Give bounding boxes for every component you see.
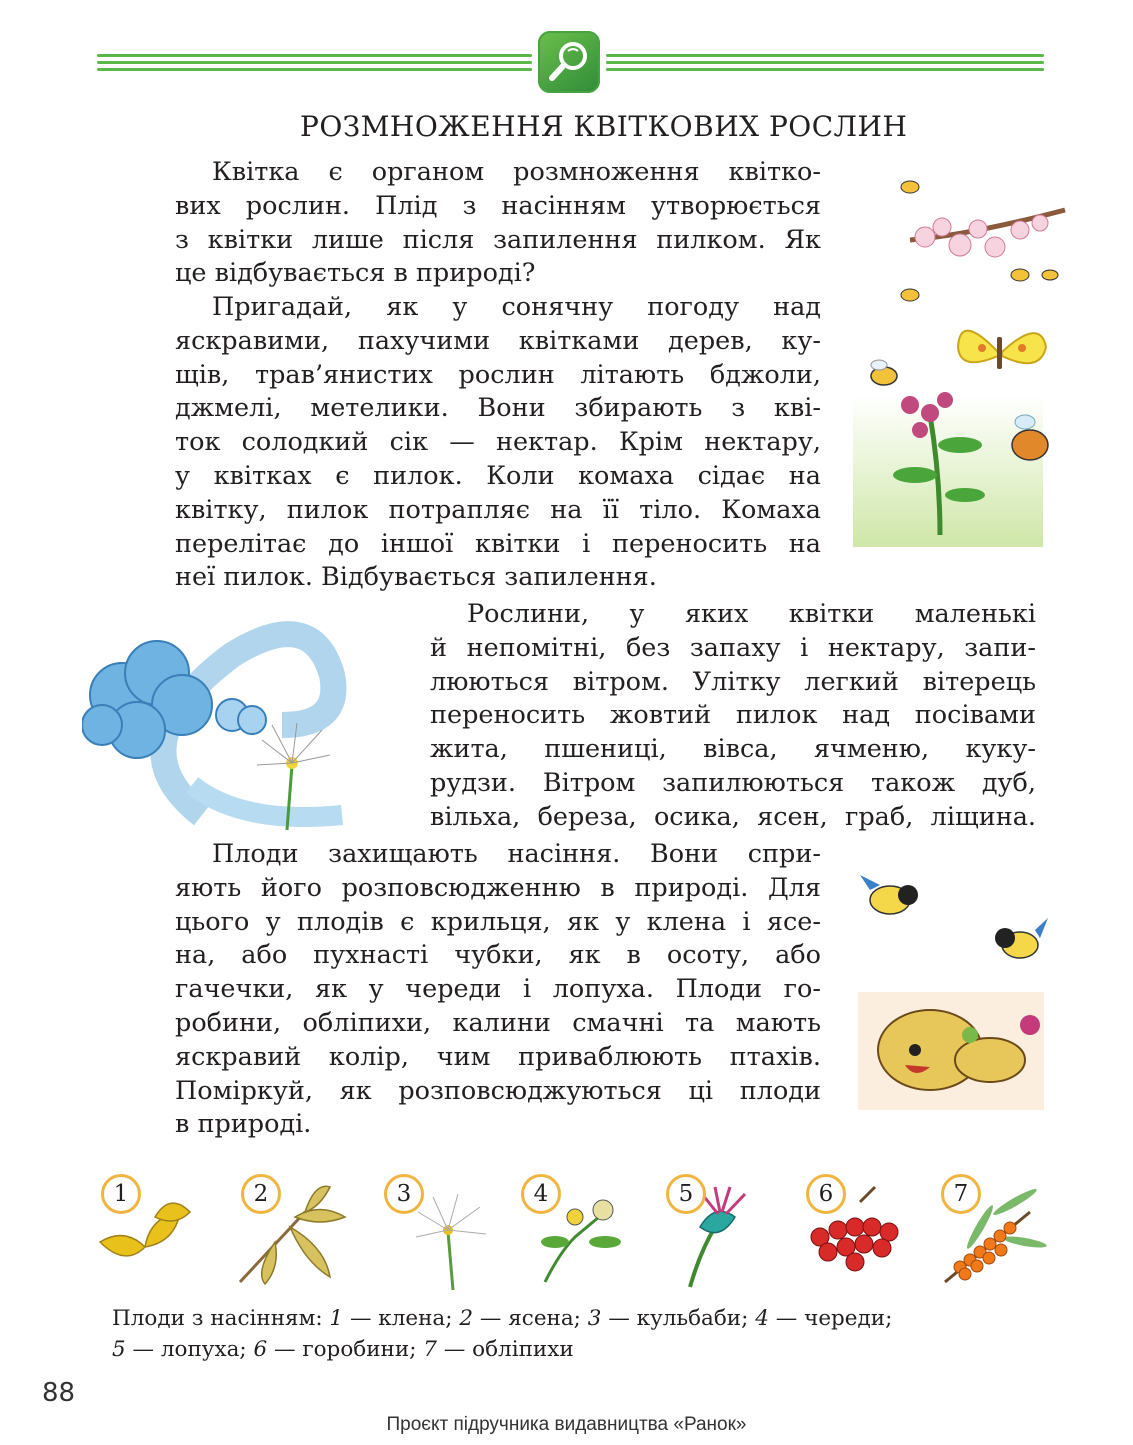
paragraph-line: перелітає до іншої квітки і переносить на	[175, 528, 821, 559]
paragraph-2	[175, 291, 821, 595]
paragraph-line: Пригадай, як у сонячну погоду над	[212, 292, 821, 322]
fruit-ash	[235, 1172, 345, 1292]
paragraph-line: Поміркуй, як розповсюджуються ці плоди	[175, 1075, 821, 1106]
section-badge	[538, 31, 600, 93]
paragraph-line: в природі.	[175, 1109, 312, 1140]
paragraph-1	[175, 156, 821, 291]
caption-prefix: Плоди з насінням:	[112, 1306, 323, 1331]
paragraph-line: джмелі, метелики. Вони збирають з кві-	[175, 393, 821, 424]
paragraph-line: неї пилок. Відбувається запилення.	[175, 562, 657, 593]
header-band-right	[606, 50, 1044, 76]
caption-number: 7	[423, 1337, 437, 1362]
paragraph-line: люються вітром. Улітку легкий вітерець	[430, 666, 1036, 697]
paragraph-line: яскравий колір, чим приваблюють птахів.	[175, 1041, 821, 1072]
paragraph-line: гачечки, як у череди і лопуха. Плоди го-	[175, 974, 821, 1005]
dog-icon	[870, 995, 1040, 1105]
butterfly-icon	[950, 312, 1050, 392]
paragraph-line: на, або пухнасті чубки, як в осоту, або	[175, 940, 821, 971]
page-title: РОЗМНОЖЕННЯ КВІТКОВИХ РОСЛИН	[300, 110, 908, 143]
bumblebee-icon	[1005, 410, 1055, 465]
fruit-number: 6	[806, 1174, 846, 1214]
caption-number: 6	[253, 1337, 268, 1362]
fruit-rowan	[800, 1172, 910, 1292]
blossom-bees-illustration	[880, 165, 1070, 305]
paragraph-3	[430, 598, 1036, 835]
paragraph-line: ток солодкий сік — нектар. Крім нектару,	[175, 427, 821, 458]
publisher-footer: Проєкт підручника видавництва «Ранок»	[386, 1414, 747, 1435]
paragraph-line: жита, пшениці, вівса, ячменю, куку-	[430, 734, 1036, 765]
fruit-number: 7	[941, 1174, 981, 1214]
magnifier-icon	[538, 31, 600, 93]
fruit-number: 3	[384, 1174, 424, 1214]
fruit-maple	[95, 1172, 205, 1292]
paragraph-line: з квітки лише після запилення пилком. Як	[175, 224, 821, 255]
caption-number: 3	[587, 1306, 602, 1331]
paragraph-line: яскравими, пахучими квітками дерев, ку-	[175, 325, 821, 356]
paragraph-line: робини, обліпихи, калини смачні та мають	[175, 1007, 821, 1038]
paragraph-4	[175, 838, 821, 1142]
caption-item: — череди;	[775, 1306, 893, 1331]
paragraph-line: квітку, пилок потрапляє на її тіло. Комаха	[175, 494, 821, 525]
caption-item: — лопуха;	[132, 1337, 247, 1362]
paragraph-line: вільха, береза, осика, ясен, граб, ліщина.	[430, 801, 1036, 832]
header-band-left	[97, 50, 532, 76]
caption-item: — горобини;	[274, 1337, 417, 1362]
fruit-number: 4	[521, 1174, 561, 1214]
caption-number: 4	[755, 1306, 769, 1331]
paragraph-line: яють його розповсюдженню в природі. Для	[175, 872, 821, 903]
caption-number: 1	[329, 1306, 344, 1331]
fruit-number: 2	[241, 1174, 281, 1214]
fruit-number: 1	[101, 1174, 141, 1214]
paragraph-line: Плоди захищають насіння. Вони спри-	[212, 839, 821, 869]
paragraph-line: й непомітні, без запаху і нектару, запи-	[430, 632, 1036, 663]
bee-icon	[865, 358, 903, 390]
paragraph-line: переносить жовтий пилок над посівами	[430, 700, 1036, 731]
fruit-dandelion	[378, 1172, 488, 1292]
wind-cloud-dandelion-illustration	[82, 615, 422, 835]
paragraph-line: щів, трав’янистих рослин літають бджоли,	[175, 359, 821, 390]
birds-illustration	[860, 870, 1050, 980]
paragraph-line: у квітках є пилок. Коли комаха сідає на	[175, 460, 821, 491]
fruit-sea-buckthorn	[935, 1172, 1045, 1292]
fruit-seeds-row	[95, 1172, 1045, 1292]
caption-item: — ясена;	[479, 1306, 581, 1331]
caption-item: — обліпихи	[443, 1337, 574, 1362]
paragraph-line: цього у плодів є крильця, як у клена і ясе-	[175, 906, 821, 937]
paragraph-line: рудзи. Вітром запилюються також дуб,	[430, 767, 1036, 798]
caption-number: 2	[459, 1306, 474, 1331]
figure-caption	[112, 1303, 1042, 1365]
caption-number: 5	[112, 1337, 126, 1362]
caption-item: — кульбаби;	[608, 1306, 749, 1331]
paragraph-line: Квітка є органом розмноження квітко-	[212, 157, 821, 187]
caption-item: — клена;	[349, 1306, 453, 1331]
page-number: 88	[42, 1378, 76, 1408]
paragraph-line: Рослини, у яких квітки маленькі	[467, 599, 1036, 629]
fruit-number: 5	[666, 1174, 706, 1214]
paragraph-line: це відбувається в природі?	[175, 258, 536, 289]
paragraph-line: вих рослин. Плід з насінням утворюється	[175, 190, 821, 221]
fruit-bur-marigold	[515, 1172, 625, 1292]
fruit-burdock	[660, 1172, 770, 1292]
flower-stem-illustration	[885, 385, 995, 535]
